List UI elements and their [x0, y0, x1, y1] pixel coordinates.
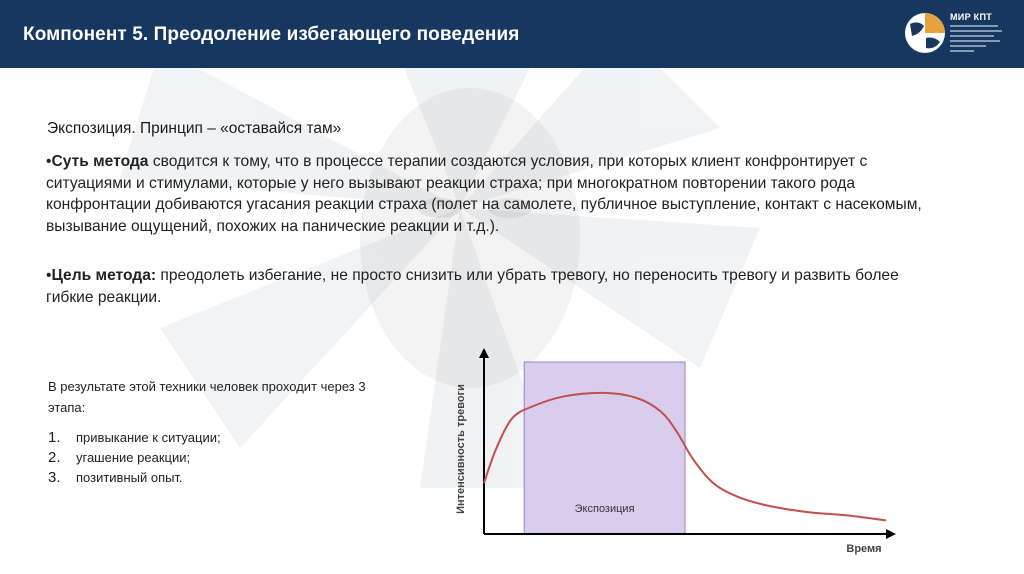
item-number: 2.: [48, 449, 61, 466]
logo: [904, 10, 1014, 58]
list-item: [48, 448, 398, 468]
list-item: [48, 428, 398, 448]
bullet: •: [46, 153, 52, 170]
globe-logo-icon: [904, 12, 946, 54]
item-text: позитивный опыт.: [76, 470, 183, 485]
stages-list: [48, 428, 398, 488]
method-essence-paragraph: [46, 151, 926, 237]
page-title: Компонент 5. Преодоление избегающего поведения: [23, 24, 520, 45]
logo-name: МИР КПТ: [950, 12, 993, 22]
item-text: угашение реакции;: [76, 450, 191, 465]
paragraph-lead: Суть метода: [51, 153, 149, 170]
x-axis-arrow-icon: [886, 529, 896, 539]
item-number: 1.: [48, 429, 61, 446]
item-text: привыкание к ситуации;: [76, 430, 221, 445]
section-title: Экспозиция. Принцип – «оставайся там»: [47, 120, 342, 137]
stages-block: [48, 376, 398, 488]
paragraph-lead: Цель метода:: [51, 267, 157, 284]
exposure-region-label: Экспозиция: [574, 503, 635, 515]
y-axis-label: Интенсивность тревоги: [455, 384, 467, 514]
stages-intro: В результате этой техники человек проходит через 3 этапа:: [48, 379, 366, 415]
title-bar: [0, 0, 1024, 68]
y-axis-arrow-icon: [479, 348, 489, 358]
paragraph-text: преодолеть избегание, не просто снизить или убрать тревогу, но переносить тревогу и развить более гибкие реакции.: [46, 267, 899, 306]
paragraph-text: сводится к тому, что в процессе терапии создаются условия, при которых клиент конфронтирует с ситуациями и стимулами, которые у него вызывают реакции страха; при многократном повторении такого рода конфронтации добиваются угасания реакции страха (полет на самолете, публичное выступление, контакт с насекомым, вызывание ощущений, похожих на панические реакции и т.д.).: [46, 153, 922, 235]
x-axis-label: Время: [846, 543, 882, 555]
item-number: 3.: [48, 469, 61, 486]
exposure-anxiety-chart: [446, 348, 896, 558]
list-item: [48, 468, 398, 488]
bullet: •: [46, 267, 52, 284]
logo-tagline-lines: [950, 25, 1002, 55]
method-goal-paragraph: [46, 265, 926, 308]
